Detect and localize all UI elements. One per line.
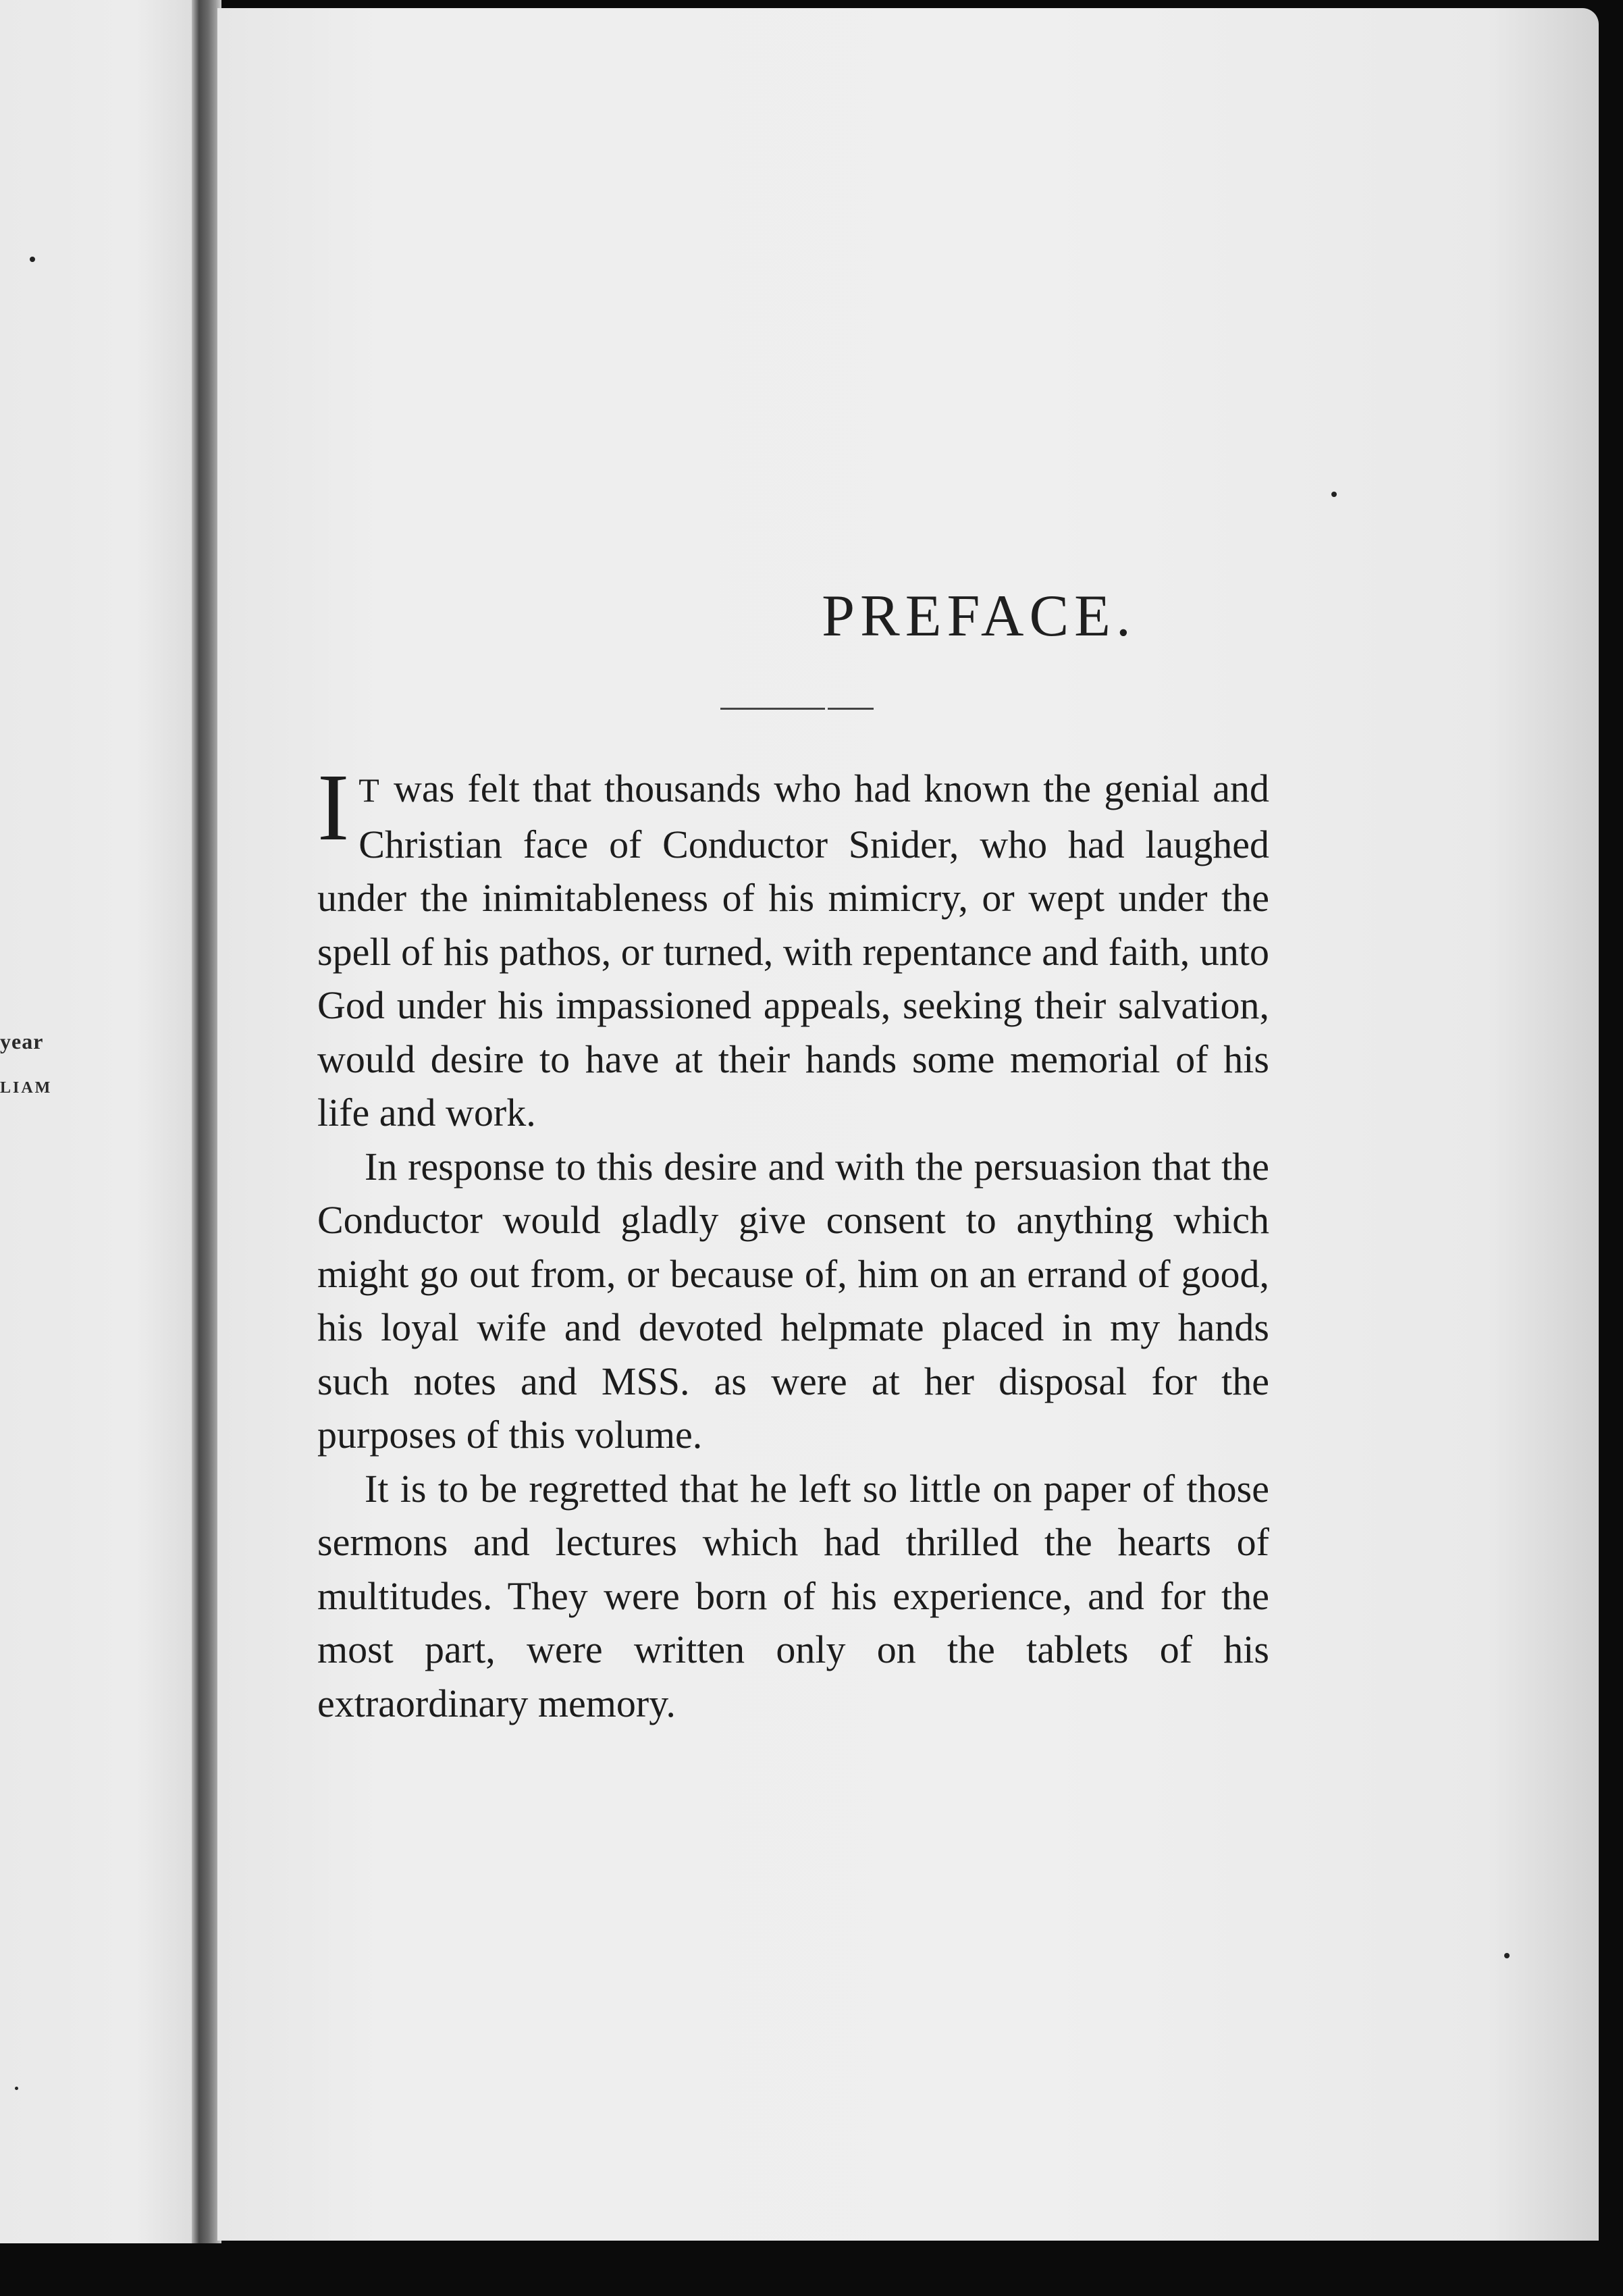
preface-body xyxy=(317,754,1269,1730)
title-rule xyxy=(828,708,874,710)
title-rule xyxy=(720,708,825,710)
left-page xyxy=(0,0,194,2243)
paragraph: It is to be regretted that he left so little on paper of those sermons and lectures which had thrilled the hearts of multitudes. They were born of his experience, and for the most part, were written only on the tablets of his extraordinary memory. xyxy=(317,1466,1269,1725)
speck xyxy=(30,257,35,262)
drop-cap: I xyxy=(317,754,350,860)
left-page-text-fragment: LIAM xyxy=(0,1079,53,1097)
first-word-rest: T xyxy=(358,771,381,809)
paragraph: In response to this desire and with the persuasion that the Conductor would gladly give consent to anything which might go out from, or because of, him on an errand of good, his loyal wife and devoted helpmate placed in my hands such notes and MSS. as were at her disposal for the purposes of this volume. xyxy=(317,1144,1269,1457)
speck xyxy=(15,2087,18,2090)
page-title: PREFACE. xyxy=(822,583,1136,649)
paragraph xyxy=(317,754,1269,1140)
left-page-text-fragment: year xyxy=(0,1029,44,1053)
speck xyxy=(1504,1953,1510,1958)
speck xyxy=(1331,492,1337,497)
paragraph-text: was felt that thousands who had known the genial and Christian face of Conductor Snider, who had laughed under the inimitableness of his mimicry, or wept under the spell of his pathos, or turned, with repentance and faith, unto God under his impassioned appeals, seeking their salvation, would desire to have at their hands some memorial of his life and work. xyxy=(317,766,1269,1134)
